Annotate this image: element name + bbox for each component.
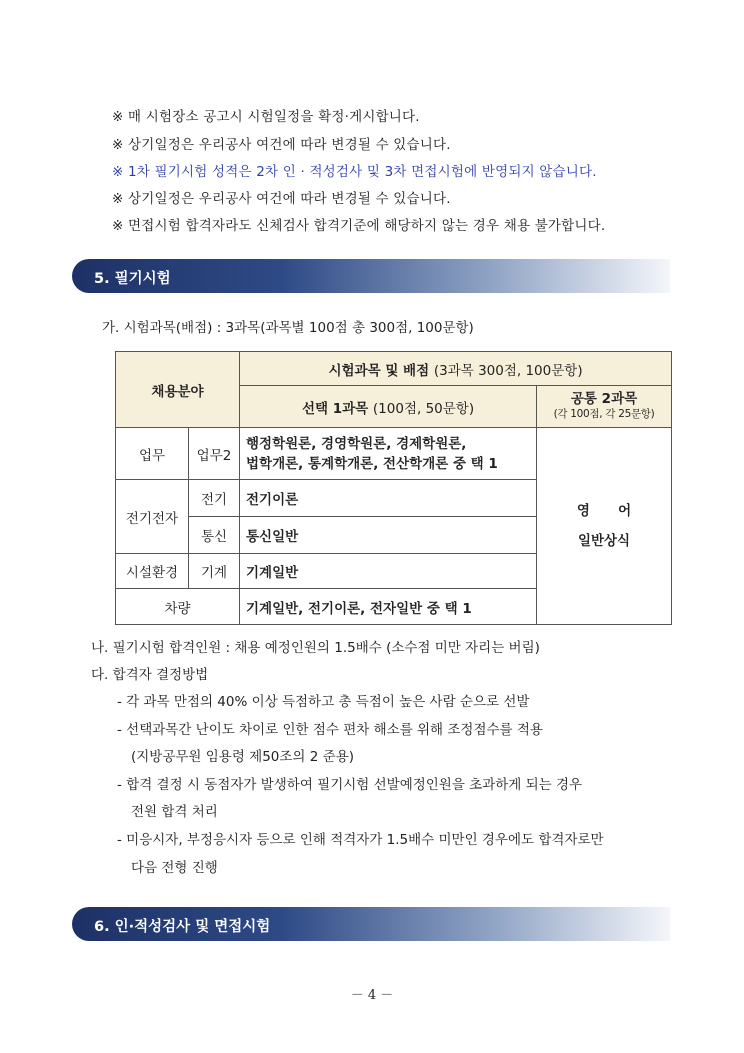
sub-field-cell: 통신	[189, 517, 240, 554]
note-2: ※ 상기일정은 우리공사 여건에 따라 변경될 수 있습니다.	[112, 137, 451, 153]
common-subjects-cell: 영 어 일반상식	[537, 428, 672, 625]
field-cell: 전기전자	[116, 480, 189, 554]
field-cell: 차량	[116, 589, 240, 625]
subject-cell: 전기이론	[240, 480, 537, 517]
item-na: 나. 필기시험 합격인원 : 채용 예정인원의 1.5배수 (소수점 미만 자리는 버림)	[91, 640, 540, 656]
da-item-3: - 합격 결정 시 동점자가 발생하여 필기시험 선발예정인원을 초과하게 되는 경우	[117, 777, 583, 793]
table-row	[116, 428, 672, 480]
common-header: 공통 2과목 (각 100점, 각 25문항)	[537, 386, 672, 428]
da-item-3-cont: 전원 합격 처리	[131, 804, 218, 820]
page-number: － 4 －	[350, 988, 394, 1003]
subject-cell: 통신일반	[240, 517, 537, 554]
da-item-4-cont: 다음 전형 진행	[131, 860, 218, 876]
sub-field-cell: 기계	[189, 554, 240, 589]
subjects-header: 시험과목 및 배점 (3과목 300점, 100문항)	[240, 352, 672, 386]
subject-cell: 기계일반, 전기이론, 전자일반 중 택 1	[240, 589, 537, 625]
field-header: 채용분야	[116, 352, 240, 428]
section-5-banner	[72, 259, 670, 293]
exam-subject-table	[115, 351, 672, 625]
subject-cell: 기계일반	[240, 554, 537, 589]
da-item-2: - 선택과목간 난이도 차이로 인한 점수 편차 해소를 위해 조정점수를 적용	[117, 722, 543, 738]
field-cell: 업무	[116, 428, 189, 480]
sub-field-cell: 전기	[189, 480, 240, 517]
section-6-title: 6. 인·적성검사 및 면접시험	[94, 919, 271, 935]
section-6-banner	[72, 907, 670, 941]
note-3: ※ 1차 필기시험 성적은 2차 인 · 적성검사 및 3차 면접시험에 반영되지 않습니다.	[112, 164, 597, 180]
da-item-4: - 미응시자, 부정응시자 등으로 인해 적격자가 1.5배수 미만인 경우에도 합격자로만	[117, 832, 604, 848]
note-4: ※ 상기일정은 우리공사 여건에 따라 변경될 수 있습니다.	[112, 191, 451, 207]
note-5: ※ 면접시험 합격자라도 신체검사 합격기준에 해당하지 않는 경우 채용 불가합니다.	[112, 218, 606, 234]
subject-cell: 행정학원론, 경영학원론, 경제학원론, 법학개론, 통계학개론, 전산학개론 중 택 1	[240, 428, 537, 480]
section-5-title: 5. 필기시험	[94, 271, 171, 287]
da-item-2-cont: (지방공무원 임용령 제50조의 2 준용)	[131, 749, 354, 765]
sub-field-cell: 업무2	[189, 428, 240, 480]
item-da: 다. 합격자 결정방법	[91, 667, 209, 683]
da-item-1: - 각 과목 만점의 40% 이상 득점하고 총 득점이 높은 사람 순으로 선발	[117, 694, 530, 710]
elective-header: 선택 1과목 (100점, 50문항)	[240, 386, 537, 428]
note-1: ※ 매 시험장소 공고시 시험일정을 확정·게시합니다.	[112, 109, 420, 125]
item-ga: 가. 시험과목(배점) : 3과목(과목별 100점 총 300점, 100문항)	[102, 320, 474, 336]
field-cell: 시설환경	[116, 554, 189, 589]
